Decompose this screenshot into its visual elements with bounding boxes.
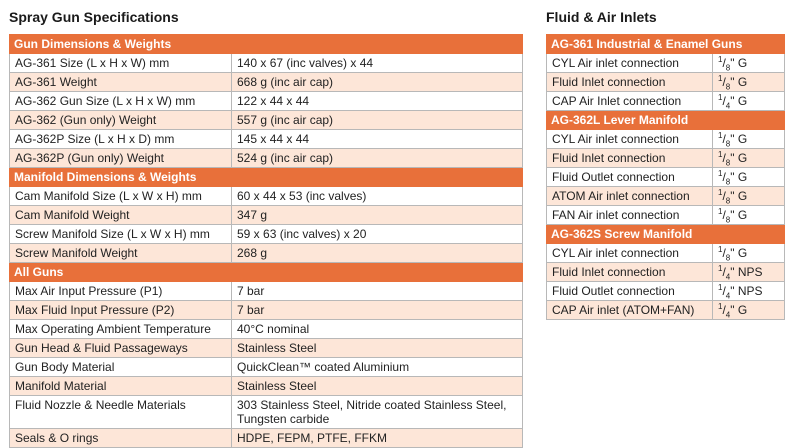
spec-value: 60 x 44 x 53 (inc valves) [232,187,523,206]
inlet-row [547,73,785,92]
spec-label: Gun Body Material [10,358,232,377]
inlet-row [547,301,785,320]
fraction-denominator: 8 [725,158,731,168]
inlet-size: $^1/_4$" G [713,301,785,320]
fraction-numerator: 1 [718,131,723,140]
spec-label: Seals & O rings [10,429,232,448]
fraction-numerator: 1 [718,93,723,102]
thread-type: " G [730,94,748,108]
spec-row [10,301,523,320]
spec-row [10,149,523,168]
thread-type: " G [730,151,748,165]
thread-type: " G [730,56,748,70]
inlet-size: $^1/_8$" G [713,73,785,92]
thread-type: " G [730,208,748,222]
inlet-label: Fluid Outlet connection [547,282,713,301]
inlet-group-header [547,225,785,244]
inlet-row [547,263,785,282]
thread-type: " NPS [730,284,763,298]
spec-row [10,358,523,377]
spec-title: Spray Gun Specifications [9,9,179,25]
spec-label: AG-362 (Gun only) Weight [10,111,232,130]
spec-row [10,187,523,206]
fraction-denominator: 8 [725,253,731,263]
spec-value: 557 g (inc air cap) [232,111,523,130]
fraction-numerator: 1 [718,188,723,197]
inlet-label: CYL Air inlet connection [547,130,713,149]
spec-value: HDPE, FEPM, PTFE, FFKM [232,429,523,448]
spec-label: AG-361 Size (L x H x W) mm [10,54,232,73]
spec-group-title: Gun Dimensions & Weights [10,35,523,54]
inlet-row [547,244,785,263]
fraction-numerator: 1 [718,245,723,254]
fraction-denominator: 8 [725,196,731,206]
spec-row [10,282,523,301]
spec-row [10,339,523,358]
inlet-group-title: AG-362L Lever Manifold [547,111,785,130]
fraction-denominator: 8 [725,139,731,149]
spec-table [9,34,523,448]
fraction-numerator: 1 [718,55,723,64]
inlet-label: CYL Air inlet connection [547,54,713,73]
inlet-label: Fluid Inlet connection [547,263,713,282]
spec-value: Stainless Steel [232,377,523,396]
inlet-row [547,149,785,168]
spec-row [10,377,523,396]
inlet-size: $^1/_8$" G [713,54,785,73]
spec-value: QuickClean™ coated Aluminium [232,358,523,377]
spec-label: AG-362P Size (L x H x D) mm [10,130,232,149]
spec-value: 40°C nominal [232,320,523,339]
spec-label: AG-361 Weight [10,73,232,92]
thread-type: " G [730,303,748,317]
inlet-label: Fluid Inlet connection [547,73,713,92]
fraction-denominator: 4 [725,272,731,282]
spec-group-header [10,35,523,54]
spec-value: 145 x 44 x 44 [232,130,523,149]
spec-row [10,73,523,92]
spec-label: Cam Manifold Weight [10,206,232,225]
spec-value: 7 bar [232,282,523,301]
inlet-row [547,168,785,187]
inlet-size: $^1/_8$" G [713,168,785,187]
inlet-size: $^1/_8$" G [713,187,785,206]
inlet-label: Fluid Outlet connection [547,168,713,187]
fraction-denominator: 4 [725,101,731,111]
fraction-numerator: 1 [718,264,723,273]
spec-row [10,111,523,130]
fraction-denominator: 4 [725,310,731,320]
spec-label: Max Air Input Pressure (P1) [10,282,232,301]
thread-type: " G [730,170,748,184]
inlet-row [547,54,785,73]
inlet-size: $^1/_8$" G [713,130,785,149]
spec-value: 59 x 63 (inc valves) x 20 [232,225,523,244]
thread-type: " G [730,189,748,203]
spec-group-header [10,168,523,187]
spec-value: 140 x 67 (inc valves) x 44 [232,54,523,73]
inlet-size: $^1/_8$" G [713,244,785,263]
fraction-numerator: 1 [718,150,723,159]
spec-label: Max Fluid Input Pressure (P2) [10,301,232,320]
spec-label: Max Operating Ambient Temperature [10,320,232,339]
fraction-denominator: 8 [725,63,731,73]
thread-type: " G [730,75,748,89]
spec-group-title: All Guns [10,263,523,282]
inlet-label: FAN Air inlet connection [547,206,713,225]
inlets-title: Fluid & Air Inlets [546,9,657,25]
spec-row [10,429,523,448]
inlets-table [546,34,785,320]
thread-type: " NPS [730,265,763,279]
spec-row [10,130,523,149]
spec-group-header [10,263,523,282]
thread-type: " G [730,246,748,260]
fraction-numerator: 1 [718,207,723,216]
spec-value: 303 Stainless Steel, Nitride coated Stainless Steel, Tungsten carbide [232,396,523,429]
inlet-label: CAP Air inlet (ATOM+FAN) [547,301,713,320]
spec-value: 347 g [232,206,523,225]
fraction-denominator: 4 [725,291,731,301]
fraction-denominator: 8 [725,215,731,225]
spec-row [10,320,523,339]
inlet-size: $^1/_4$" NPS [713,282,785,301]
spec-value: 7 bar [232,301,523,320]
inlet-size: $^1/_8$" G [713,206,785,225]
fraction-numerator: 1 [718,283,723,292]
inlet-group-title: AG-362S Screw Manifold [547,225,785,244]
inlet-row [547,187,785,206]
spec-value: 122 x 44 x 44 [232,92,523,111]
spec-label: AG-362 Gun Size (L x H x W) mm [10,92,232,111]
inlet-row [547,282,785,301]
inlet-label: Fluid Inlet connection [547,149,713,168]
spec-row [10,54,523,73]
spec-label: Manifold Material [10,377,232,396]
inlet-row [547,130,785,149]
inlet-label: CYL Air inlet connection [547,244,713,263]
inlet-group-header [547,35,785,54]
inlet-row [547,206,785,225]
fraction-numerator: 1 [718,169,723,178]
spec-row [10,92,523,111]
spec-value: 268 g [232,244,523,263]
thread-type: " G [730,132,748,146]
spec-label: AG-362P (Gun only) Weight [10,149,232,168]
inlet-label: ATOM Air inlet connection [547,187,713,206]
spec-row [10,244,523,263]
inlet-size: $^1/_4$" G [713,92,785,111]
fraction-numerator: 1 [718,302,723,311]
inlet-size: $^1/_4$" NPS [713,263,785,282]
inlet-size: $^1/_8$" G [713,149,785,168]
spec-row [10,225,523,244]
spec-label: Cam Manifold Size (L x W x H) mm [10,187,232,206]
spec-row [10,396,523,429]
spec-value: Stainless Steel [232,339,523,358]
fraction-numerator: 1 [718,74,723,83]
spec-label: Gun Head & Fluid Passageways [10,339,232,358]
spec-label: Screw Manifold Weight [10,244,232,263]
spec-row [10,206,523,225]
spec-value: 524 g (inc air cap) [232,149,523,168]
inlet-group-title: AG-361 Industrial & Enamel Guns [547,35,785,54]
inlet-label: CAP Air Inlet connection [547,92,713,111]
spec-label: Fluid Nozzle & Needle Materials [10,396,232,429]
fraction-denominator: 8 [725,82,731,92]
inlet-row [547,92,785,111]
inlet-group-header [547,111,785,130]
fraction-denominator: 8 [725,177,731,187]
spec-group-title: Manifold Dimensions & Weights [10,168,523,187]
spec-label: Screw Manifold Size (L x W x H) mm [10,225,232,244]
spec-value: 668 g (inc air cap) [232,73,523,92]
